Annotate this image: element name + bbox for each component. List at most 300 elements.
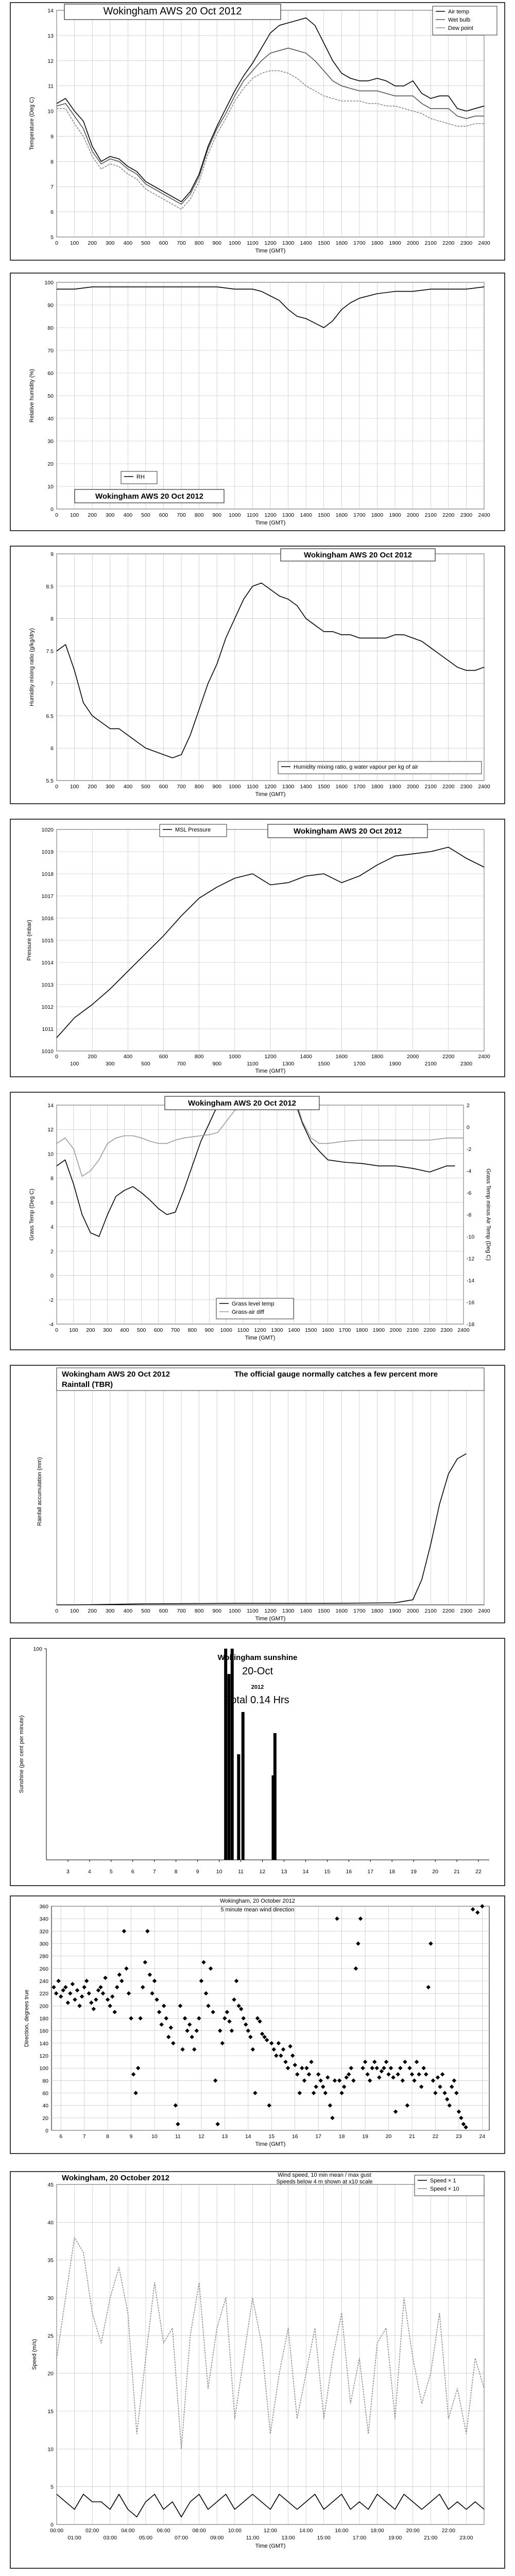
x-tick-label: 16 (346, 1869, 352, 1875)
x-tick-label-minor: 2300 (460, 1061, 473, 1067)
y-tick-label: 14 (47, 1103, 54, 1109)
x-tick-label: 2000 (406, 1608, 419, 1614)
x-tick-label: 22 (475, 1869, 482, 1875)
x-tick-label: 700 (170, 1327, 180, 1333)
chart-title: Wokingham, 20 October 2012 (62, 2174, 169, 2182)
y-tick-label: 70 (47, 348, 54, 354)
x-tick-label: 700 (177, 240, 186, 246)
x-tick-label: 2100 (424, 240, 437, 246)
y-tick-label: 7 (50, 681, 54, 687)
x-tick-label: 22 (432, 2133, 439, 2140)
x-tick-label: 14 (302, 1869, 309, 1875)
x-tick-label: 21 (409, 2133, 415, 2140)
x-tick-label: 200 (86, 1327, 95, 1333)
y-axis-label: Direction, degrees true (24, 1989, 30, 2047)
x-tick-label-minor: 1300 (282, 1061, 295, 1067)
x-tick-label: 7 (152, 1869, 156, 1875)
x-tick-label: 1600 (335, 784, 348, 790)
x-tick-label: 1000 (229, 512, 241, 518)
x-tick-label: 20 (432, 1869, 438, 1875)
x-tick-label: 1000 (229, 1608, 241, 1614)
x-tick-label: 1600 (335, 512, 348, 518)
y2-tick-label: -18 (467, 1321, 475, 1328)
x-tick-label: 2400 (478, 512, 490, 518)
y-tick-label: 1017 (41, 893, 54, 900)
x-tick-label: 2300 (460, 240, 473, 246)
chart-sunshine (10, 1638, 505, 1886)
x-tick-label: 1600 (321, 1327, 334, 1333)
y2-tick-label: -16 (467, 1299, 475, 1306)
x-tick-label: 1700 (353, 240, 366, 246)
x-tick-label: 0 (55, 512, 58, 518)
legend-entry: MSL Pressure (175, 827, 211, 833)
x-tick-label: 1900 (389, 784, 401, 790)
x-tick-label: 22:00 (441, 2528, 455, 2534)
y-tick-label: 13 (47, 32, 54, 39)
x-tick-label: 2000 (406, 240, 419, 246)
y-tick-label: 0 (50, 1273, 54, 1279)
x-tick-label: 1500 (318, 784, 330, 790)
y-tick-label: 320 (39, 1928, 48, 1935)
x-tick-label: 10:00 (228, 2528, 242, 2534)
x-tick-label: 15 (268, 2133, 275, 2140)
x-tick-label: 1000 (229, 1054, 241, 1060)
y-tick-label: 8.5 (46, 583, 54, 590)
y-tick-label: 8 (50, 616, 54, 622)
x-tick-label: 800 (194, 512, 204, 518)
x-tick-label: 05:00 (139, 2535, 153, 2541)
y-tick-label: 15 (47, 2409, 54, 2415)
y2-tick-label: 2 (467, 1103, 470, 1109)
x-tick-label: 1800 (371, 1608, 384, 1614)
y-tick-label: 240 (39, 1978, 48, 1985)
x-tick-label: 3 (66, 1869, 70, 1875)
x-tick-label: 1100 (237, 1327, 249, 1333)
x-tick-label: 400 (119, 1327, 129, 1333)
x-tick-label: 19:00 (388, 2535, 402, 2541)
y2-tick-label: -4 (467, 1168, 472, 1175)
chart-title: Wokingham AWS 20 Oct 2012 (293, 827, 402, 836)
x-tick-label: 09:00 (210, 2535, 224, 2541)
y-tick-label: 7.5 (46, 648, 54, 655)
x-tick-label: 800 (194, 240, 204, 246)
x-tick-label: 2000 (406, 1054, 419, 1060)
y-tick-label: 2 (50, 1248, 54, 1255)
x-tick-label: 12 (198, 2133, 204, 2140)
chart-subtitle: Wind speed, 10 min mean / max gust (278, 2172, 371, 2178)
y-tick-label: 9 (50, 551, 54, 557)
y-axis-label: Pressure (mbar) (26, 920, 32, 961)
y-tick-label: 12 (47, 58, 54, 64)
x-tick-label: 700 (177, 784, 186, 790)
x-tick-label-minor: 1700 (353, 1061, 366, 1067)
x-tick-label: 2400 (478, 240, 490, 246)
x-tick-label: 2200 (442, 240, 455, 246)
x-tick-label: 1900 (389, 512, 401, 518)
x-tick-label: 18 (389, 1869, 396, 1875)
y-tick-label: 360 (39, 1904, 48, 1910)
x-tick-label: 2400 (478, 784, 490, 790)
sunshine-bar (237, 1754, 240, 1860)
y-axis-label: Grass Temp (Deg C) (29, 1189, 35, 1241)
x-tick-label: 1200 (254, 1327, 266, 1333)
x-tick-label: 400 (123, 512, 133, 518)
x-tick-label: 2100 (424, 1608, 437, 1614)
x-tick-label: 1500 (318, 512, 330, 518)
y-tick-label: 14 (47, 8, 54, 14)
chart-title: Wokingham AWS 20 Oct 2012 (187, 1099, 297, 1108)
x-tick-label: 10 (151, 2133, 158, 2140)
x-tick-label: 400 (123, 784, 133, 790)
x-tick-label: 15 (324, 1869, 331, 1875)
x-tick-label: 13 (281, 1869, 287, 1875)
y-tick-label: 30 (47, 438, 54, 445)
x-tick-label: 1800 (371, 512, 384, 518)
x-tick-label: 11 (238, 1869, 244, 1875)
y-axis-label: Humidity mixing ratio (g/kg/dry) (29, 628, 35, 706)
y-axis-label: Rainfall accumulation (mm) (37, 1457, 43, 1526)
x-tick-label: 9 (129, 2133, 133, 2140)
x-axis-label: Time (GMT) (245, 1335, 276, 1341)
y-tick-label: 40 (47, 2219, 54, 2226)
legend-entry: Air temp (448, 9, 469, 15)
x-tick-label-minor: 1500 (318, 1061, 330, 1067)
x-tick-label: 0 (55, 1327, 58, 1333)
x-tick-label: 02:00 (85, 2528, 99, 2534)
y2-axis-label: Grass Temp minus Air Temp (Deg C) (485, 1168, 491, 1261)
y-tick-label: 80 (47, 325, 54, 331)
x-tick-label: 400 (123, 240, 133, 246)
y-tick-label: 6 (50, 209, 54, 216)
legend-entry: Humidity mixing ratio, g water vapour per kg of air (294, 764, 419, 770)
x-tick-label: 23 (456, 2133, 462, 2140)
y2-tick-label: -10 (467, 1234, 475, 1240)
x-tick-label: 800 (194, 784, 204, 790)
x-tick-label: 2300 (440, 1327, 453, 1333)
y2-tick-label: -14 (467, 1278, 475, 1284)
chart-mixing-ratio (10, 546, 505, 804)
y-tick-label: 90 (47, 302, 54, 309)
y-tick-label: 0 (45, 2128, 48, 2134)
x-tick-label: 2400 (478, 1608, 490, 1614)
y2-tick-label: 0 (467, 1124, 470, 1131)
x-tick-label: 800 (194, 1054, 204, 1060)
x-tick-label: 14 (245, 2133, 251, 2140)
y-tick-label: 180 (39, 2015, 48, 2022)
x-tick-label: 21:00 (424, 2535, 438, 2541)
y-tick-label: 35 (47, 2257, 54, 2264)
x-tick-label: 1800 (371, 240, 384, 246)
x-tick-label: 7 (82, 2133, 86, 2140)
x-tick-label: 500 (141, 784, 150, 790)
x-tick-label: 1400 (300, 512, 312, 518)
x-tick-label: 2000 (406, 784, 419, 790)
legend-entry: Grass level temp (232, 1301, 274, 1307)
y-tick-label: 6.5 (46, 713, 54, 720)
y-tick-label: 4 (50, 1224, 54, 1231)
x-tick-label: 1100 (247, 512, 259, 518)
x-tick-label: 12:00 (263, 2528, 278, 2534)
chart-annotation: The official gauge normally catches a few percent more (234, 1370, 438, 1379)
y-tick-label: -2 (48, 1297, 54, 1303)
x-tick-label: 1300 (282, 1608, 295, 1614)
x-tick-label-minor: 1100 (247, 1061, 259, 1067)
x-tick-label: 9 (196, 1869, 199, 1875)
x-tick-label: 23:00 (459, 2535, 473, 2541)
y-tick-label: 0 (50, 2522, 54, 2528)
x-tick-label: 400 (123, 1054, 133, 1060)
legend-entry: RH (136, 474, 145, 480)
x-tick-label: 1600 (335, 240, 348, 246)
x-tick-label: 0 (55, 784, 58, 790)
x-tick-label-minor: 900 (212, 1061, 222, 1067)
chart-subtitle: 5 minute mean wind direction (220, 1907, 295, 1913)
x-tick-label: 5 (109, 1869, 113, 1875)
x-tick-label: 100 (70, 784, 79, 790)
x-tick-label: 2200 (423, 1327, 436, 1333)
x-tick-label: 1800 (371, 784, 384, 790)
x-tick-label-minor: 700 (177, 1061, 186, 1067)
x-tick-label: 1100 (247, 240, 259, 246)
x-tick-label: 1400 (300, 1054, 312, 1060)
x-tick-label: 900 (212, 512, 222, 518)
y-tick-label: 100 (33, 1646, 42, 1652)
y-tick-label: 140 (39, 2040, 48, 2047)
x-tick-label: 16:00 (335, 2528, 349, 2534)
x-tick-label: 2000 (389, 1327, 402, 1333)
chart-subtitle: Raintall (TBR) (62, 1380, 113, 1389)
x-tick-label: 1200 (264, 240, 277, 246)
x-tick-label: 1900 (389, 1608, 401, 1614)
y-tick-label: 9 (50, 133, 54, 140)
x-tick-label: 1400 (300, 784, 312, 790)
x-tick-label: 07:00 (174, 2535, 188, 2541)
y-tick-label: 7 (50, 184, 54, 191)
y-tick-label: 220 (39, 1991, 48, 1997)
y-tick-label: 40 (42, 2103, 48, 2109)
x-tick-label: 13:00 (281, 2535, 295, 2541)
x-tick-label: 08:00 (192, 2528, 206, 2534)
x-tick-label: 17 (367, 1869, 374, 1875)
y-tick-label: 60 (42, 2090, 48, 2097)
x-axis-label: Time (GMT) (255, 1068, 286, 1074)
x-tick-label: 800 (194, 1608, 204, 1614)
x-tick-label: 500 (136, 1327, 146, 1333)
x-tick-label: 14:00 (299, 2528, 313, 2534)
x-tick-label: 1400 (300, 240, 312, 246)
chart-grass-temperature (10, 1075, 505, 1350)
x-tick-label: 2400 (457, 1327, 470, 1333)
y-tick-label: 40 (47, 416, 54, 422)
x-tick-label: 800 (187, 1327, 197, 1333)
x-tick-label: 1900 (372, 1327, 385, 1333)
chart-title: Wokingham sunshine (217, 1653, 298, 1662)
x-tick-label: 300 (105, 512, 115, 518)
x-tick-label: 1700 (353, 512, 366, 518)
x-tick-label: 1300 (271, 1327, 283, 1333)
x-tick-label: 300 (102, 1327, 112, 1333)
y-axis-label: Temperature (Deg C) (29, 97, 35, 150)
sunshine-bar (242, 1712, 245, 1860)
y-tick-label: 100 (39, 2065, 48, 2072)
y-tick-label: 12 (47, 1127, 54, 1133)
x-tick-label: 24 (479, 2133, 486, 2140)
y2-tick-label: -12 (467, 1256, 475, 1262)
y-tick-label: 10 (47, 1151, 54, 1158)
x-tick-label: 8 (174, 1869, 178, 1875)
x-tick-label: 100 (70, 240, 79, 246)
chart-wind-direction (10, 1896, 505, 2154)
x-tick-label: 1000 (220, 1327, 232, 1333)
x-tick-label: 6 (131, 1869, 134, 1875)
sunshine-bar (231, 1649, 234, 1860)
x-tick-label: 2100 (424, 784, 437, 790)
chart-title: Wokingham AWS 20 Oct 2012 (103, 6, 242, 17)
x-tick-label: 2300 (460, 512, 473, 518)
x-tick-label: 17 (315, 2133, 322, 2140)
x-tick-label: 900 (212, 240, 222, 246)
x-tick-label: 13 (221, 2133, 228, 2140)
x-tick-label: 600 (159, 784, 168, 790)
y-tick-label: 1020 (41, 827, 54, 833)
x-tick-label: 2200 (442, 512, 455, 518)
x-tick-label: 11:00 (246, 2535, 260, 2541)
x-tick-label: 100 (70, 512, 79, 518)
x-tick-label: 2200 (442, 784, 455, 790)
x-tick-label: 1100 (247, 784, 259, 790)
x-tick-label: 6 (59, 2133, 63, 2140)
y-tick-label: 11 (48, 83, 54, 90)
x-tick-label: 21 (454, 1869, 460, 1875)
chart-year: 2012 (251, 1684, 264, 1690)
x-tick-label-minor: 300 (105, 1061, 115, 1067)
x-tick-label: 1300 (282, 240, 295, 246)
x-tick-label: 700 (177, 1608, 186, 1614)
x-tick-label-minor: 500 (141, 1061, 150, 1067)
y-tick-label: 25 (47, 2333, 54, 2340)
y-tick-label: 5.5 (46, 778, 54, 784)
x-axis-label: Time (GMT) (255, 2543, 286, 2549)
x-tick-label: 2000 (406, 512, 419, 518)
x-tick-label: 0 (55, 1608, 58, 1614)
y-axis-label: Speed (m/s) (31, 2339, 38, 2370)
y-tick-label: 50 (47, 393, 54, 399)
y-tick-label: 20 (47, 2370, 54, 2377)
y-axis-label: Relative humidity (%) (29, 369, 35, 422)
x-tick-label: 10 (216, 1869, 222, 1875)
x-tick-label: 1700 (353, 784, 366, 790)
x-tick-label: 1300 (282, 512, 295, 518)
x-tick-label: 600 (159, 1608, 168, 1614)
x-axis-label: Time (GMT) (255, 791, 286, 798)
y-tick-label: 1013 (41, 982, 54, 988)
x-tick-label: 1000 (229, 240, 241, 246)
x-tick-label: 900 (204, 1327, 214, 1333)
y-tick-label: 1011 (42, 1026, 54, 1032)
y-tick-label: 160 (39, 2028, 48, 2035)
x-tick-label: 300 (105, 784, 115, 790)
x-tick-label: 500 (141, 240, 150, 246)
x-tick-label: 19 (362, 2133, 368, 2140)
y-tick-label: 300 (39, 1941, 48, 1947)
y-axis-label: Sunshine (per cent per minute) (19, 1715, 25, 1793)
y-tick-label: 80 (42, 2078, 48, 2084)
x-tick-label: 1400 (300, 1608, 312, 1614)
x-tick-label: 1000 (229, 784, 241, 790)
y-tick-label: 20 (42, 2115, 48, 2122)
x-tick-label: 2300 (460, 1608, 473, 1614)
x-axis-label: Time (GMT) (255, 248, 286, 254)
y-tick-label: 5 (50, 234, 54, 241)
y-tick-label: 8 (50, 1175, 54, 1182)
chart-title: Wokingham AWS 20 Oct 2012 (62, 1370, 170, 1379)
x-tick-label: 04:00 (121, 2528, 135, 2534)
x-tick-label: 500 (141, 512, 150, 518)
x-tick-label: 2300 (460, 784, 473, 790)
y-tick-label: 20 (47, 461, 54, 467)
chart-subtitle-2: Speeds below 4 m shown at x10 scale (276, 2179, 373, 2185)
y-tick-label: -4 (48, 1321, 54, 1328)
y-tick-label: 340 (39, 1916, 48, 1923)
x-tick-label: 1200 (264, 512, 277, 518)
y-tick-label: 1012 (41, 1004, 54, 1010)
y-tick-label: 1010 (41, 1048, 54, 1055)
x-tick-label: 2200 (442, 1608, 455, 1614)
y-tick-label: 5 (50, 2484, 54, 2490)
x-tick-label: 4 (88, 1869, 91, 1875)
x-tick-label: 1900 (389, 240, 401, 246)
x-tick-label: 06:00 (157, 2528, 170, 2534)
x-tick-label: 600 (153, 1327, 163, 1333)
y-tick-label: 10 (47, 2446, 54, 2453)
y-tick-label: 1015 (41, 938, 54, 944)
y-tick-label: 10 (47, 484, 54, 490)
x-tick-label: 20:00 (406, 2528, 420, 2534)
chart-title: Wokingham AWS 20 Oct 2012 (95, 492, 204, 501)
legend-entry: Speed × 10 (430, 2186, 459, 2192)
x-tick-label: 0 (55, 1054, 58, 1060)
x-tick-label: 11 (175, 2133, 181, 2140)
y2-tick-label: -8 (467, 1212, 472, 1218)
chart-title: Wokingham AWS 20 Oct 2012 (303, 551, 413, 560)
x-tick-label: 1600 (335, 1054, 348, 1060)
legend-entry: Dew point (448, 25, 473, 31)
x-tick-label: 900 (212, 1608, 222, 1614)
x-tick-label: 600 (159, 240, 168, 246)
x-tick-label: 2400 (478, 1054, 490, 1060)
y-tick-label: 30 (47, 2295, 54, 2301)
x-tick-label: 200 (88, 784, 97, 790)
legend-entry: Speed × 1 (430, 2178, 456, 2184)
x-tick-label: 200 (88, 240, 97, 246)
chart-title: Wokingham, 20 October 2012 (220, 1898, 295, 1904)
x-tick-label: 300 (105, 1608, 115, 1614)
y-tick-label: 200 (39, 2003, 48, 2010)
x-tick-label: 1800 (355, 1327, 368, 1333)
x-tick-label: 2200 (442, 1054, 455, 1060)
x-axis-label: Time (GMT) (255, 1616, 286, 1622)
x-tick-label: 20 (385, 2133, 392, 2140)
x-tick-label: 17:00 (352, 2535, 367, 2541)
y-tick-label: 1016 (41, 916, 54, 922)
x-tick-label: 1400 (288, 1327, 300, 1333)
x-tick-label: 500 (141, 1608, 150, 1614)
x-tick-label: 700 (177, 512, 186, 518)
x-tick-label: 03:00 (103, 2535, 117, 2541)
x-tick-label: 100 (69, 1327, 78, 1333)
y-tick-label: 60 (47, 370, 54, 377)
y-tick-label: 120 (39, 2053, 48, 2059)
